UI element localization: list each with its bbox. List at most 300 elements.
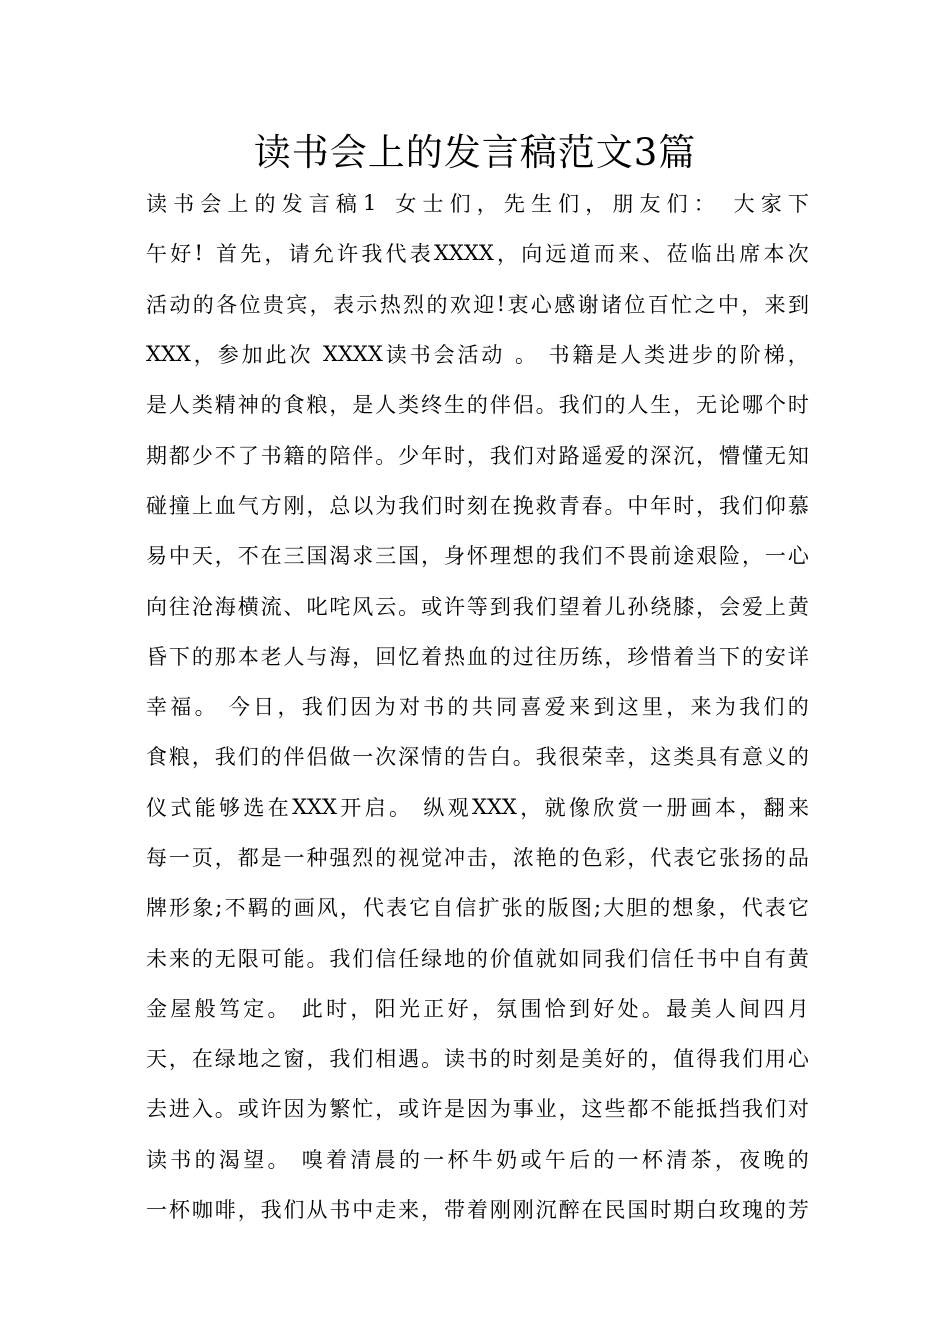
line-glyph: 本 [714,795,736,820]
paragraph-line [146,429,809,479]
line-glyph: 参 [217,343,239,368]
line-glyph: 绿 [214,1047,236,1072]
line-glyph: 那 [214,644,236,669]
line-glyph: 情 [421,745,443,770]
line-glyph: 的 [447,695,469,720]
line-glyph: 终 [421,393,443,418]
line-glyph: 张 [719,846,741,870]
line-glyph: 刻 [535,1047,557,1072]
line-glyph: 页 [191,846,213,870]
line-glyph: 不 [604,544,626,569]
line-glyph: 各 [216,292,238,317]
line-glyph: 们 [741,493,763,518]
paragraph-line [146,832,809,882]
line-glyph: ， [329,393,351,418]
line-glyph: 风 [352,594,374,619]
line-glyph: 哪 [741,393,763,418]
line-glyph: 赏 [617,795,639,820]
line-glyph: 代 [741,896,763,921]
line-glyph: 。 [267,996,289,1021]
line-glyph: ， [741,544,763,569]
line-glyph: 好 [447,996,469,1021]
line-glyph: 或 [237,1097,259,1122]
paragraph-line [146,228,809,278]
line-glyph: ; [215,895,223,920]
paragraph-line [146,279,809,329]
line-glyph: 来 [168,946,190,971]
line-space [505,342,512,366]
line-space [383,191,390,215]
line-glyph: 的 [604,393,626,418]
document-title: 读书会上的发言稿范文3篇 [253,131,697,174]
line-glyph: 许 [421,1097,443,1122]
line-glyph: 望 [243,1147,265,1172]
line-glyph: 热 [379,292,401,317]
line-glyph: ， [352,644,374,669]
line-glyph: 动 [169,292,191,317]
line-glyph: 光 [398,996,420,1021]
line-glyph: ， [489,846,511,870]
line-glyph: 着 [326,1147,348,1172]
line-glyph: 有 [764,946,786,971]
line-glyph: 发 [281,192,303,217]
line-glyph: 金 [146,996,167,1021]
line-glyph: 时 [443,493,465,518]
line-glyph: 冲 [443,846,465,870]
line-glyph: 之 [260,1047,282,1072]
line-glyph: 下 [719,644,741,669]
line-glyph: 的 [192,292,214,317]
line-glyph: 或 [421,594,443,619]
line-glyph: 侣 [306,745,328,770]
line-glyph: 类 [398,393,420,418]
line-glyph: 。 [398,594,420,619]
line-glyph: 值 [673,1047,695,1072]
line-glyph: 荣 [581,745,603,770]
line-glyph: 一 [423,1147,445,1172]
line-glyph: 的 [558,846,580,870]
line-glyph: 伴 [352,443,374,468]
line-glyph: ， [214,544,236,569]
line-glyph: 士 [422,192,444,217]
paragraph-line [146,480,809,530]
line-glyph: 从 [306,1198,328,1223]
line-glyph: 们 [666,192,688,217]
line-glyph: 抵 [696,1097,718,1122]
line-glyph: ， [277,695,299,720]
line-glyph: 的 [270,896,292,921]
line-glyph: 昏 [146,644,167,669]
line-glyph: 谢 [577,292,599,317]
line-glyph: 稿 [335,192,357,217]
line-glyph: 书 [409,343,431,368]
line-glyph: 个 [764,393,786,418]
line-glyph: 大 [733,192,755,217]
line-glyph: 练 [581,644,603,669]
line-glyph: 不 [214,443,236,468]
line-glyph: ， [696,594,718,619]
line-glyph: ， [350,996,372,1021]
line-glyph: 而 [593,242,615,267]
line-glyph: 的 [466,393,488,418]
line-glyph: 爱 [741,594,763,619]
line-glyph: 类 [673,745,695,770]
line-glyph: 信 [375,946,397,971]
line-glyph: 会 [200,192,222,217]
line-glyph: 读 [146,192,167,217]
line-space [539,342,546,366]
line-glyph: 芳 [787,1198,809,1223]
line-glyph: 艳 [535,846,557,870]
line-glyph: 这 [581,1097,603,1122]
line-glyph: 中 [717,292,739,317]
line-glyph: 日 [253,695,275,720]
line-glyph: 杯 [641,1147,663,1172]
line-glyph: 孙 [627,594,649,619]
line-glyph: 在 [581,1198,603,1223]
line-glyph: 百 [647,292,669,317]
line-glyph: 天 [191,544,213,569]
line-glyph: 民 [604,1198,626,1223]
line-glyph: 家 [760,192,782,217]
line-glyph: 的 [260,393,282,418]
line-glyph: 走 [375,1198,397,1223]
line-glyph: 围 [520,996,542,1021]
line-glyph: 。 [535,393,557,418]
line-glyph: XXX [292,794,337,819]
line-glyph: 此 [265,343,287,368]
line-glyph: 人 [620,343,642,368]
line-glyph: 海 [214,594,236,619]
line-glyph: 深 [398,745,420,770]
line-glyph: 次 [787,242,809,267]
line-glyph: 的 [524,896,546,921]
line-glyph: 。 [388,795,410,820]
line-glyph: 籍 [572,343,594,368]
line-glyph: 往 [535,644,557,669]
line-glyph: ， [191,745,213,770]
line-glyph: 遇 [398,1047,420,1072]
line-glyph: 本 [763,242,785,267]
line-glyph: 欢 [449,292,471,317]
line-glyph: 义 [764,745,786,770]
line-glyph: 的 [191,644,213,669]
line-glyph: 中 [719,946,741,971]
line-glyph: 我 [558,544,580,569]
line-space [292,996,299,1020]
line-glyph: 到 [593,695,615,720]
line-glyph: 们 [421,493,443,518]
line-glyph: 事 [512,1097,534,1122]
line-glyph: 往 [168,594,190,619]
line-glyph: 的 [787,745,809,770]
line-glyph: 的 [627,443,649,468]
line-glyph: 幸 [604,745,626,770]
line-glyph: 能 [283,946,305,971]
line-glyph: 在 [191,1047,213,1072]
line-glyph: 慕 [787,493,809,518]
line-glyph: ， [466,443,488,468]
line-glyph: 。 [214,1097,236,1122]
line-glyph: 够 [219,795,241,820]
line-glyph: 牌 [146,896,167,921]
line-glyph: 们 [326,695,348,720]
line-glyph: 的 [466,946,488,971]
line-glyph: 或 [398,1097,420,1122]
line-glyph: 观 [447,795,469,820]
line-glyph: 选 [243,795,265,820]
line-glyph: 画 [293,896,315,921]
line-glyph: 来 [569,695,591,720]
line-glyph: 国 [627,1198,649,1223]
line-glyph: 详 [787,644,809,669]
paragraph-line [146,178,809,228]
line-glyph: 启 [364,795,386,820]
line-glyph: 遥 [581,443,603,468]
line-glyph: ， [476,192,498,217]
line-glyph: 请 [288,242,310,267]
line-glyph: 一 [283,846,305,870]
line-glyph: 渴 [329,544,351,569]
line-glyph: 途 [673,544,695,569]
line-glyph: 路 [558,443,580,468]
line-glyph: 次 [375,745,397,770]
line-glyph: 加 [241,343,263,368]
line-glyph: 一 [146,1198,167,1223]
line-glyph: 是 [596,343,618,368]
line-glyph: 绿 [421,946,443,971]
line-glyph: 代 [650,846,672,870]
line-glyph: 业 [535,1097,557,1122]
line-glyph: 限 [237,946,259,971]
line-glyph: 中 [627,493,649,518]
line-glyph: 定 [243,996,265,1021]
line-glyph: 击 [466,846,488,870]
line-glyph: 刚 [512,1198,534,1223]
line-glyph: ! [496,291,506,316]
line-glyph: 迎 [473,292,495,317]
line-glyph: 们 [237,745,259,770]
line-glyph: 形 [169,896,191,921]
line-glyph: 心 [787,1047,809,1072]
line-glyph: 籍 [283,443,305,468]
line-glyph: 人 [627,393,649,418]
line-glyph: 易 [146,544,167,569]
line-glyph: 午 [544,1147,566,1172]
line-glyph: 画 [690,795,712,820]
line-glyph: 许 [443,594,465,619]
line-glyph: 位 [239,292,261,317]
line-glyph: 的 [306,443,328,468]
line-glyph: 因 [466,1097,488,1122]
paragraph-line [146,631,809,681]
line-glyph: 气 [237,493,259,518]
line-glyph: 的 [260,745,282,770]
line-glyph: 首 [216,242,238,267]
line-glyph: 。 [514,343,536,368]
line-glyph: 些 [604,1097,626,1122]
line-glyph: 身 [443,544,465,569]
line-glyph: 过 [512,644,534,669]
line-glyph: 带 [443,1198,465,1223]
line-glyph: 陪 [329,443,351,468]
paragraph-line [146,782,809,832]
line-glyph: 望 [558,594,580,619]
line-glyph: 咖 [191,1198,213,1223]
line-glyph: 仪 [146,795,167,820]
line-glyph: 懂 [741,443,763,468]
line-glyph: 海 [329,644,351,669]
line-glyph: 。 [512,745,534,770]
line-glyph: 人 [375,393,397,418]
line-glyph: 们 [763,695,785,720]
paragraph-line [146,681,809,731]
line-glyph: 期 [673,1198,695,1223]
line-glyph: 扩 [478,896,500,921]
line-glyph: ， [375,1097,397,1122]
line-glyph: 流 [260,594,282,619]
line-glyph: 像 [568,795,590,820]
line-glyph: 艰 [696,544,718,569]
line-glyph: 对 [787,1097,809,1122]
line-glyph: 历 [558,644,580,669]
line-glyph: 的 [787,1147,809,1172]
line-glyph: 色 [581,846,603,870]
paragraph-line [146,882,809,932]
line-glyph: 下 [787,192,809,217]
line-glyph: 前 [650,544,672,569]
line-glyph: 中 [352,1198,374,1223]
line-glyph: 繁 [329,1097,351,1122]
line-glyph: 册 [666,795,688,820]
line-glyph: ， [520,795,542,820]
line-glyph: 梯 [763,343,785,368]
line-glyph: 品 [787,846,809,870]
line-glyph: 好 [604,1047,626,1072]
line-glyph: 衷 [507,292,529,317]
line-glyph: 我 [604,946,626,971]
line-space [413,795,420,819]
line-glyph: 月 [787,996,809,1021]
line-glyph: 读 [146,1147,167,1172]
line-glyph: 书 [260,443,282,468]
line-glyph: 般 [194,996,216,1021]
line-glyph: 书 [548,343,570,368]
line-glyph: 撞 [168,493,190,518]
line-glyph: 清 [350,1147,372,1172]
line-glyph: 我 [329,946,351,971]
line-glyph: 动 [481,343,503,368]
line-glyph: 代 [385,242,407,267]
line-glyph: 它 [409,896,431,921]
line-glyph: 能 [673,1097,695,1122]
line-glyph: 了 [237,443,259,468]
line-glyph: 可 [260,946,282,971]
line-glyph: 版 [547,896,569,921]
line-glyph: 来 [690,695,712,720]
line-glyph: 。 [267,1147,289,1172]
line-glyph: ， [741,292,763,317]
line-glyph: 我 [361,242,383,267]
line-glyph: 总 [329,493,351,518]
line-glyph: ， [309,292,331,317]
line-glyph: 都 [168,443,190,468]
line-glyph: 风 [316,896,338,921]
line-glyph: 伴 [283,745,305,770]
line-glyph: 的 [489,1047,511,1072]
line-glyph: 下 [168,644,190,669]
line-glyph: 值 [512,946,534,971]
line-glyph: 怀 [466,544,488,569]
line-glyph: 间 [739,996,761,1021]
line-glyph: 表 [673,846,695,870]
line-glyph: 我 [719,493,741,518]
line-glyph: 少 [398,443,420,468]
line-glyph: 未 [146,946,167,971]
line-glyph: 我 [739,695,761,720]
line-glyph: 忙 [352,1097,374,1122]
line-glyph: 黄 [787,594,809,619]
line-glyph: 开 [340,795,362,820]
line-glyph: 是 [146,393,167,418]
line-glyph: 代 [363,896,385,921]
line-glyph: 大 [603,896,625,921]
line-glyph: 、 [642,242,664,267]
line-glyph: 们 [558,192,580,217]
line-glyph: 窗 [283,1047,305,1072]
line-glyph: 时 [326,996,348,1021]
line-glyph: 种 [306,846,328,870]
line-glyph: 以 [352,493,374,518]
line-glyph: 们 [627,946,649,971]
line-glyph: 扬 [741,846,763,870]
line-glyph: 许 [337,242,359,267]
line-glyph: 粮 [168,745,190,770]
line-glyph: 意 [741,745,763,770]
line-glyph: 天 [146,1047,167,1072]
paragraph-line [146,379,809,429]
line-glyph: 们 [764,1097,786,1122]
line-glyph: 今 [228,695,250,720]
line-glyph: 胆 [626,896,648,921]
line-glyph: 绕 [650,594,672,619]
line-glyph: 叱 [306,594,328,619]
line-glyph: 到 [569,996,591,1021]
line-glyph: ， [739,795,761,820]
line-glyph: ， [673,393,695,418]
line-glyph: 如 [558,946,580,971]
line-glyph: 的 [426,292,448,317]
line-glyph: ， [306,1047,328,1072]
line-glyph: ， [650,1047,672,1072]
line-glyph: 茶 [690,1147,712,1172]
line-glyph: 1 [363,191,377,216]
line-glyph: 宾 [286,292,308,317]
line-glyph: 烈 [403,292,425,317]
line-glyph: 瑰 [741,1198,763,1223]
line-glyph: 的 [649,896,671,921]
line-glyph: 有 [719,745,741,770]
line-glyph: ， [604,644,626,669]
line-glyph: 恰 [544,996,566,1021]
line-glyph: 血 [466,644,488,669]
line-glyph: 人 [168,393,190,418]
line-glyph: 牛 [471,1147,493,1172]
line-glyph: 的 [254,192,276,217]
line-glyph: 席 [739,242,761,267]
line-glyph: 是 [558,1047,580,1072]
line-glyph: 的 [764,846,786,870]
